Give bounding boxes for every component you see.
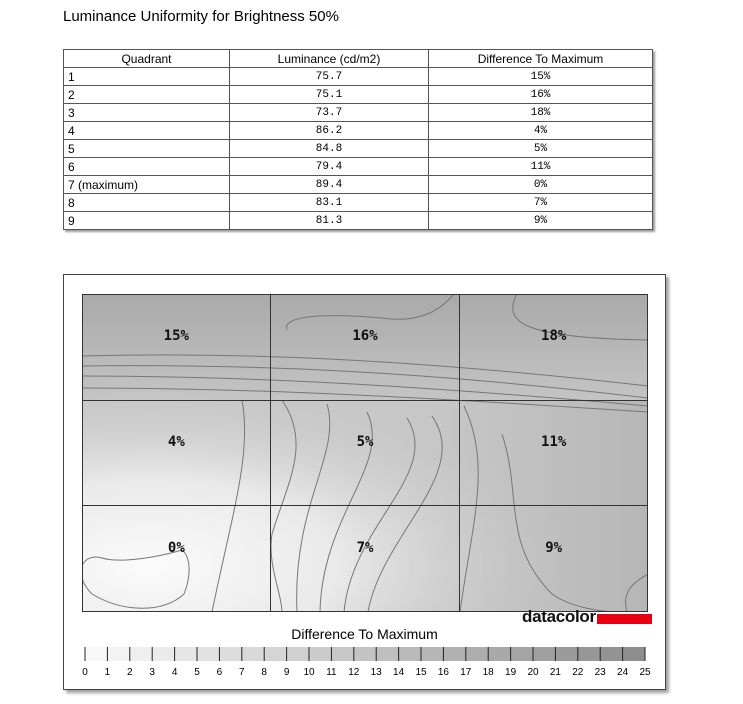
scale-swatch — [533, 647, 555, 661]
quadrant-cell: 5 — [64, 140, 230, 158]
scale-swatch — [152, 647, 174, 661]
scale-swatch — [376, 647, 398, 661]
scale-swatch — [197, 647, 219, 661]
scale-tick-label: 15 — [415, 667, 427, 678]
scale-tick-label: 5 — [194, 667, 200, 678]
quadrant-cell: 4 — [64, 122, 230, 140]
scale-title: Difference To Maximum — [291, 626, 438, 642]
scale-tick-label: 3 — [149, 667, 155, 678]
luminance-cell: 83.1 — [230, 194, 429, 212]
luminance-cell: 79.4 — [230, 158, 429, 176]
quadrant-percent-label: 18% — [541, 328, 567, 344]
table-row — [64, 176, 653, 194]
difference-cell: 11% — [429, 158, 653, 176]
luminance-cell: 73.7 — [230, 104, 429, 122]
scale-tick-label: 8 — [261, 667, 267, 678]
table-row — [64, 140, 653, 158]
scale-tick-label: 10 — [303, 667, 315, 678]
scale-bar — [82, 645, 648, 665]
scale-swatch — [488, 647, 510, 661]
scale-tick-label: 22 — [572, 667, 584, 678]
column-header: Luminance (cd/m2) — [230, 50, 429, 68]
table-row — [64, 104, 653, 122]
scale-tick-label: 9 — [283, 667, 290, 678]
scale-tick-label: 24 — [617, 667, 629, 678]
table-row — [64, 212, 653, 230]
difference-cell: 16% — [429, 86, 653, 104]
scale-tick-label: 6 — [216, 667, 223, 678]
scale-swatch — [287, 647, 309, 661]
scale-swatch — [511, 647, 533, 661]
quadrant-percent-label: 15% — [163, 328, 189, 344]
scale-swatch — [354, 647, 376, 661]
difference-cell: 5% — [429, 140, 653, 158]
scale-swatch — [578, 647, 600, 661]
scale-swatch — [85, 647, 107, 661]
luminance-cell: 75.7 — [230, 68, 429, 86]
quadrant-cell: 2 — [64, 86, 230, 104]
difference-cell: 9% — [429, 212, 653, 230]
scale-tick-label: 1 — [104, 667, 111, 678]
logo-text: datacolor — [522, 607, 596, 626]
scale-tick-label: 25 — [639, 667, 651, 678]
luminance-cell: 89.4 — [230, 176, 429, 194]
table-row — [64, 194, 653, 212]
scale-swatch — [175, 647, 197, 661]
scale-swatch — [331, 647, 353, 661]
quadrant-cell: 7 (maximum) — [64, 176, 230, 194]
quadrant-percent-label: 4% — [167, 434, 185, 450]
quadrant-cell: 3 — [64, 104, 230, 122]
quadrant-cell: 9 — [64, 212, 230, 230]
scale-tick-label: 23 — [594, 667, 606, 678]
table-header-row — [64, 50, 653, 68]
scale-swatch — [309, 647, 331, 661]
scale-tick-label: 16 — [437, 667, 449, 678]
scale-swatch — [242, 647, 264, 661]
quadrant-percent-label: 9% — [545, 540, 563, 556]
scale-tick-label: 14 — [393, 667, 405, 678]
scale-swatch — [466, 647, 488, 661]
scale-tick-label: 19 — [505, 667, 517, 678]
datacolor-logo — [522, 607, 652, 627]
luminance-cell: 84.8 — [230, 140, 429, 158]
uniformity-chart-frame — [63, 274, 666, 690]
difference-cell: 4% — [429, 122, 653, 140]
uniformity-heatmap — [82, 294, 648, 626]
quadrant-percent-label: 5% — [356, 434, 374, 450]
difference-cell: 7% — [429, 194, 653, 212]
scale-tick-label: 11 — [326, 667, 337, 678]
scale-tick-label: 12 — [348, 667, 360, 678]
page-title: Luminance Uniformity for Brightness 50% — [63, 8, 339, 25]
scale-swatch — [623, 647, 645, 661]
scale-tick-label: 7 — [239, 667, 245, 678]
luminance-table — [63, 49, 653, 230]
difference-cell: 18% — [429, 104, 653, 122]
scale-swatch — [600, 647, 622, 661]
quadrant-percent-label: 7% — [356, 540, 374, 556]
quadrant-percent-label: 16% — [352, 328, 378, 344]
difference-cell: 0% — [429, 176, 653, 194]
heatmap-light-zone — [82, 354, 648, 612]
scale-tick-label: 4 — [171, 667, 178, 678]
scale-swatch — [130, 647, 152, 661]
difference-cell: 15% — [429, 68, 653, 86]
heatmap-svg — [82, 294, 648, 612]
scale-tick-label: 2 — [127, 667, 133, 678]
logo-red-bar — [597, 614, 652, 624]
table-row — [64, 86, 653, 104]
scale-tick-label: 21 — [549, 667, 561, 678]
quadrant-cell: 1 — [64, 68, 230, 86]
scale-swatch — [219, 647, 241, 661]
quadrant-percent-label: 11% — [541, 434, 567, 450]
quadrant-cell: 8 — [64, 194, 230, 212]
table-row — [64, 68, 653, 86]
table-row — [64, 122, 653, 140]
scale-tick-label: 18 — [482, 667, 494, 678]
scale-tick-label: 20 — [527, 667, 539, 678]
table-row — [64, 158, 653, 176]
scale-swatch — [264, 647, 286, 661]
scale-tick-label: 13 — [370, 667, 382, 678]
difference-scale — [82, 645, 651, 685]
scale-tick-label: 0 — [82, 667, 88, 678]
column-header: Quadrant — [64, 50, 230, 68]
scale-swatch — [399, 647, 421, 661]
scale-swatch — [421, 647, 443, 661]
quadrant-percent-label: 0% — [167, 540, 185, 556]
column-header: Difference To Maximum — [429, 50, 653, 68]
quadrant-cell: 6 — [64, 158, 230, 176]
scale-swatch — [555, 647, 577, 661]
scale-tick-label: 17 — [460, 667, 472, 678]
luminance-cell: 75.1 — [230, 86, 429, 104]
luminance-cell: 86.2 — [230, 122, 429, 140]
scale-swatch — [107, 647, 129, 661]
luminance-cell: 81.3 — [230, 212, 429, 230]
scale-swatch — [443, 647, 465, 661]
